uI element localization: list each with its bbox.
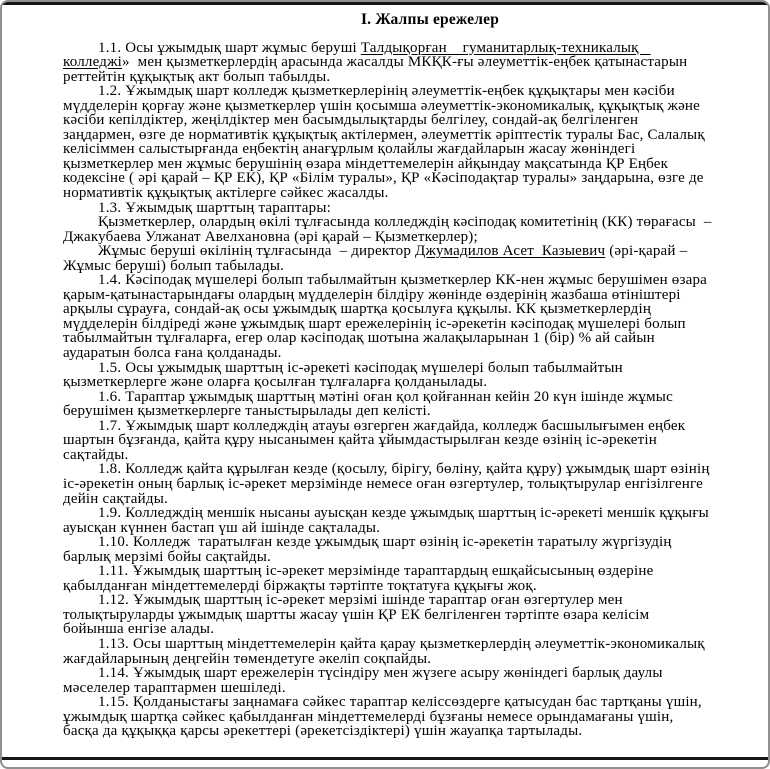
clause-1-4: 1.4. Кәсіподақ мүшелері болып табылмайтын қызметкерлер КК-нен жұмыс берушімен өзара қарым-қатынастарындағы олардың мүдделерін білдіру жөнінде өздерінің жазбаша өтініштері арқылы сұрауға, сондай-ақ осы ұжымдық шартқа қосылуға құқылы. КК қызметкерлердің мүдделерін білдіреді және ұжымдық шарт ережелерінің іс-әрекетін кәсіподақ мүшелері болып табылмайтын тұлғаларға, егер олар кәсіподақ шотына жалақыларынан 1 (бір) % ай сайын аударатын болса ғана қолданады.	[63, 272, 708, 362]
section-heading: І. Жалпы ережелер	[360, 11, 500, 28]
clause-1-8: 1.8. Колледж қайта құрылған кезде (қосылу, бірігу, бөліну, қайта құру) ұжымдық шарт өзінің іс-әрекетін оның барлық іс-әрекет мерзімінде немесе оған өзгертулер, толықтырулар енгізілгенге дейін сақтайды.	[63, 461, 710, 507]
clause-1-11: 1.11. Ұжымдық шарттың іс-әрекет мерзімінде тараптардың ешқайсысының өздеріне қабылданған міндеттемелерді біржақты тәртіпте тоқтатуға құқығы жоқ.	[63, 563, 654, 594]
clause-1-10: 1.10. Колледж таратылған кезде ұжымдық шарт өзінің іс-әрекетін таратылу жүргізудің барлық мерзімі бойы сақтайды.	[63, 534, 672, 565]
clause-1-3: 1.3. Ұжымдық шарттың тараптары:	[98, 199, 331, 216]
clause-1-3-employer-party	[63, 244, 712, 273]
clause-1-6: 1.6. Тараптар ұжымдық шарттың мәтіні оған қол қойғаннан кейін 20 күн ішінде жұмыс берушімен қызметкерлерге таныстырылады деп келісті.	[63, 388, 673, 420]
clause-1-13: 1.13. Осы шарттың міндеттемелерін қайта қарау қызметкерлердің әлеуметтік-экономикалық жағдайларының деңгейін төмендетуге әкеліп соқпайды.	[63, 635, 705, 667]
page-bottom-edge	[2, 757, 768, 760]
clause-1-15: 1.15. Қолданыстағы заңнамаға сәйкес тараптар келіссөздерге қатысудан бас тартқаны үшін, ұжымдық шартқа сәйкес қабылданған міндеттемелерді бұзғаны немесе орындамағаны үшін, басқа да құқыққа қарсы әрекеттері (әрекетсіздіктері) үшін жауапқа тартылады.	[63, 694, 702, 740]
director-name-underlined: Джумадилов Асет Казыевич	[415, 243, 606, 260]
clause-1-1	[63, 41, 712, 85]
clause-1-5: 1.5. Осы ұжымдық шарттың іс-әрекеті кәсіподақ мүшелері болып табылмайтын қызметкерлерге және оларға қосылған тұлғаларға қолданылады.	[63, 359, 623, 391]
clause-1-1-text: 1.1. Осы ұжымдық шарт жұмыс беруші	[98, 39, 361, 56]
clause-1-2: 1.2. Ұжымдық шарт колледж қызметкерлерінің әлеуметтік-еңбек құқықтары мен кәсіби мүдделерін қорғау және қызметкерлер үшін қосымша әлеуметтік-экономикалық, құқықтық және кәсіби кепілдіктер, жеңілдіктер мен басымдылықтарды белгілеу, сондай-ақ белгіленген заңдармен, өзге де нормативтік құқықтық актілермен, әлеуметтік әріптестік туралы Бас, Салалық келісіммен салыстырғанда еңбектің анағұрлым қолайлы жағдайларын жасау жөніндегі қызметкерлер мен жұмыс берушінің өзара міндеттемелерін айқындау мақсатында ҚР Еңбек кодексіне ( әрі қарай – ҚР ЕК), ҚР «Білім туралы», ҚР «Кәсіподақтар туралы» заңдарына, өзге де нормативтік құқықтық актілерге сәйкес жасалды.	[63, 83, 705, 202]
employer-text: Жұмыс беруші өкілінің тұлғасында – директор	[98, 243, 416, 260]
clause-1-7: 1.7. Ұжымдық шарт колледждің атауы өзгерген жағдайда, колледж басшылығымен еңбек шартын бұзғанда, қайта құру нысанымен қайта ұйымдастырылған кезде өзінің іс-әрекетін сақтайды.	[63, 417, 686, 463]
college-name-underlined: Талдықорған гуманитарлық-техникалық колледжі	[63, 39, 651, 71]
clause-1-14: 1.14. Ұжымдық шарт ережелерін түсіндіру мен жүзеге асыру жөніндегі барлық даулы мәселелер тараптармен шешіледі.	[63, 665, 663, 696]
page-top-edge	[2, 2, 768, 5]
clause-1-9: 1.9. Колледждің меншік нысаны ауысқан кезде ұжымдық шарттың іс-әрекеті меншік құқығы ауысқан күннен бастап үш ай ішінде сақталады.	[63, 505, 709, 536]
clause-1-1-text-end: » мен қызметкерлердің арасында жасалды МКҚК-ғы әлеуметтік-еңбек қатынастарын реттейтін құқықтық акт болып табылды.	[63, 54, 688, 85]
document-body	[63, 11, 712, 753]
clause-1-12: 1.12. Ұжымдық шарттың іс-әрекет мерзімі ішінде тараптар оған өзгертулер мен толықтыруларды ұжымдық шартты жасау үшін ҚР ЕК белгіленген тәртіпте өзара келісім бойынша енгізе алады.	[63, 592, 650, 638]
clause-1-3-workers-party: Қызметкерлер, олардың өкілі тұлғасында колледждің кәсіподақ комитетінің (КК) төрағасы – Джакубаева Улжанат Авелхановна (әрі қарай – Қызметкерлер);	[63, 214, 712, 245]
employer-text-end: (әрі-қарай – Жұмыс беруші) болып табылады.	[63, 243, 688, 274]
